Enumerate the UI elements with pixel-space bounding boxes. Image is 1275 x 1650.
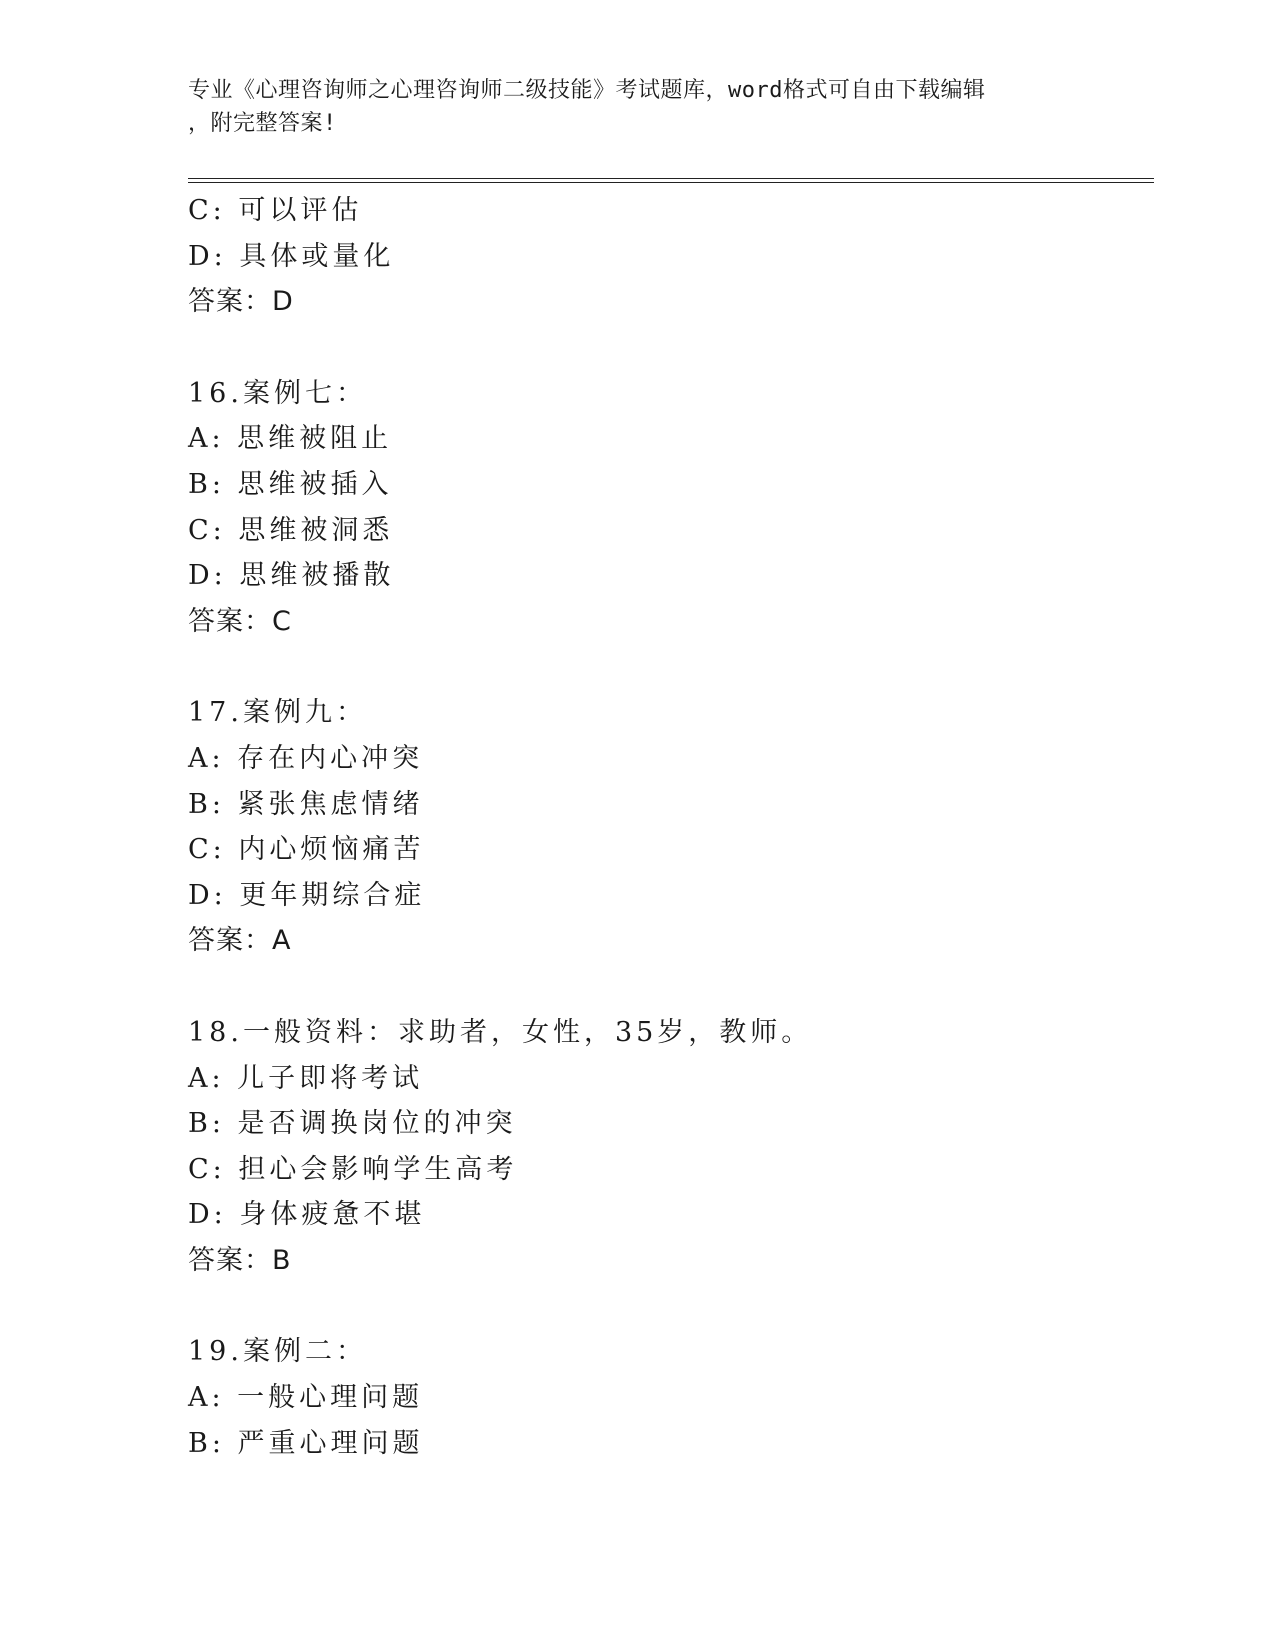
header-line-2: ，附完整答案! [188,111,337,136]
option-b: B: 是否调换岗位的冲突 [188,1108,517,1140]
answer: 答案：B [188,1244,292,1276]
question-19 [188,1329,1148,1466]
option-c: C: 担心会影响学生高考 [188,1153,518,1185]
question-title: 18.一般资料：求助者，女性，35岁，教师。 [188,1016,813,1048]
option-d: D: 身体疲惫不堪 [188,1199,426,1231]
option-d: D: 思维被播散 [188,560,395,592]
option-d: D: 具体或量化 [188,240,395,272]
header-divider-bottom [188,182,1154,183]
question-18 [188,1010,1148,1284]
option-c: C: 可以评估 [188,195,363,226]
header-line-1: 专业《心理咨询师之心理咨询师二级技能》考试题库，word格式可自由下载编辑 [188,78,986,103]
option-b: B: 紧张焦虑情绪 [188,788,424,820]
option-a: A: 思维被阻止 [188,423,393,455]
option-a: A: 一般心理问题 [188,1382,424,1414]
question-15 [188,188,1148,325]
option-b: B: 思维被插入 [188,468,393,500]
option-c: C: 内心烦恼痛苦 [188,834,425,866]
question-16 [188,371,1148,645]
question-list [188,188,1148,1466]
option-a: A: 儿子即将考试 [188,1062,424,1094]
header-divider-top [188,178,1154,179]
option-b: B: 严重心理问题 [188,1427,424,1459]
answer: 答案：C [188,605,292,637]
question-title: 16.案例七： [188,377,367,409]
answer: 答案：D [188,286,294,318]
question-title: 19.案例二： [188,1336,367,1368]
option-c: C: 思维被洞悉 [188,514,394,546]
answer: 答案：A [188,925,292,957]
document-header [188,74,1088,140]
option-d: D: 更年期综合症 [188,879,426,911]
question-title: 17.案例九： [188,697,367,729]
question-17 [188,690,1148,964]
option-a: A: 存在内心冲突 [188,742,424,774]
